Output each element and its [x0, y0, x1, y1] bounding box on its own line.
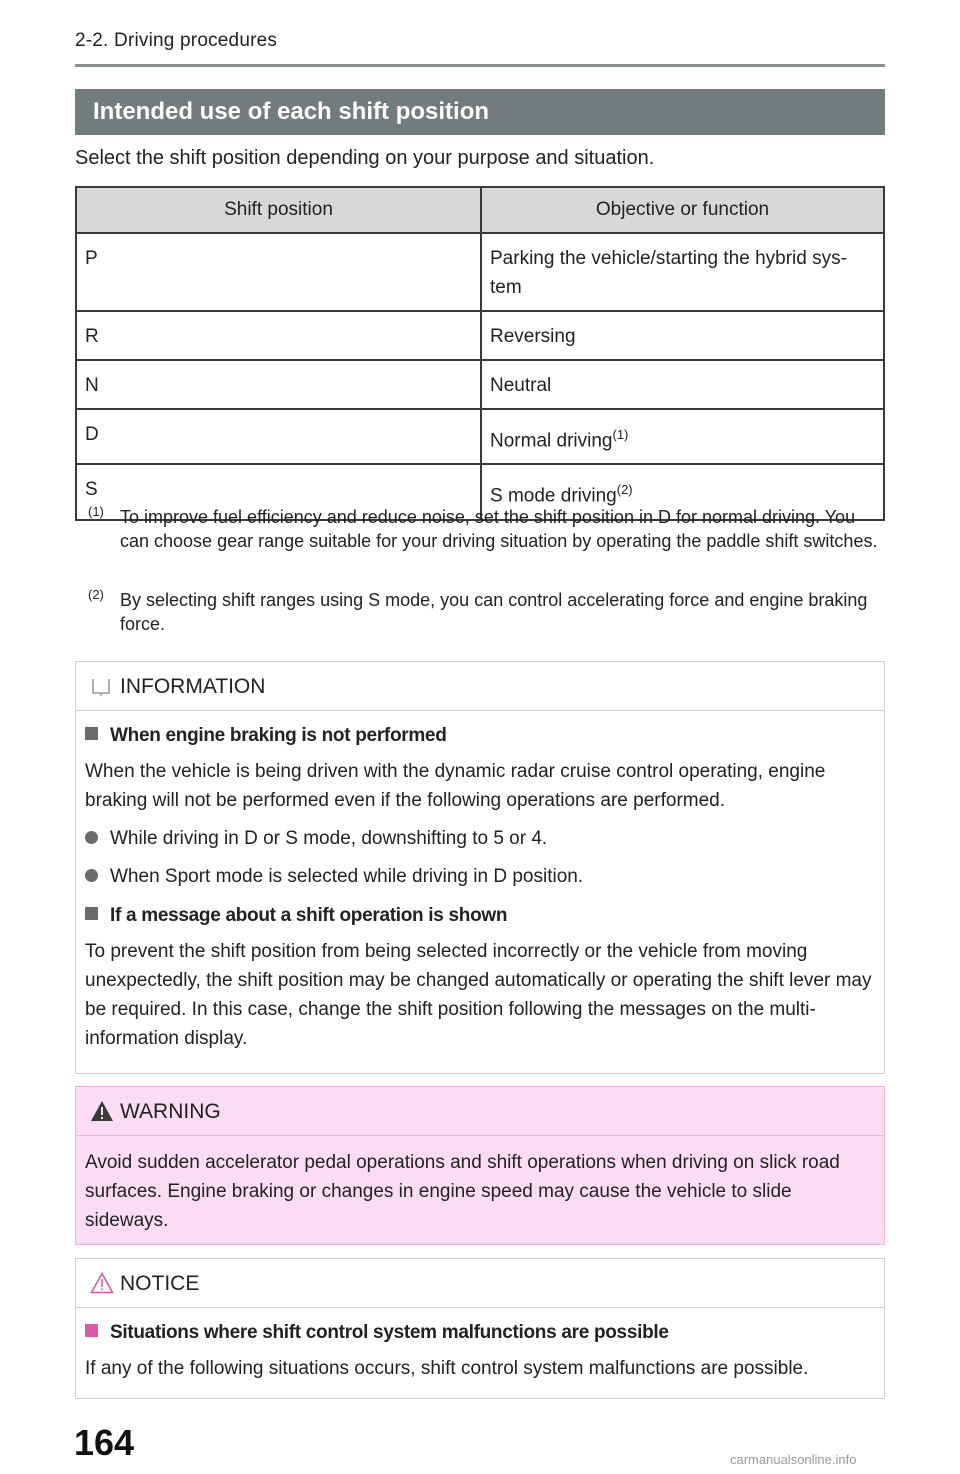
watermark: carmanualsonline.info: [730, 1452, 857, 1467]
column-header-shift-position: Shift position: [76, 187, 481, 233]
warning-text: Avoid sudden accelerator pedal operations and shift operations when driving on slick road surfaces. Engine braking or changes in engine speed may cause the vehicle to slide sideways.: [85, 1152, 840, 1231]
warning-header: [76, 1087, 884, 1136]
information-subheading-1: When engine braking is not performed: [85, 725, 872, 747]
footnote-1: [88, 505, 883, 553]
shift-position-table: [75, 186, 885, 521]
book-icon: [90, 677, 112, 703]
function-text-line2: tem: [490, 277, 522, 298]
shift-position-cell: S: [76, 464, 481, 519]
table-header-row: [76, 187, 884, 233]
square-bullet-icon: [85, 1324, 98, 1337]
table-row: [76, 311, 884, 360]
footnote-ref: (2): [616, 482, 633, 498]
header-divider: [75, 64, 885, 67]
list-item: When Sport mode is selected while driving in D position.: [85, 862, 872, 891]
shift-position-cell: R: [76, 311, 481, 360]
page-number: 164: [74, 1422, 135, 1463]
warning-box: [75, 1086, 885, 1245]
intro-text: Select the shift position depending on your purpose and situation.: [75, 147, 655, 169]
footnote-2: [88, 588, 883, 636]
footnote-mark: (1): [88, 504, 104, 519]
information-subheading-2: If a message about a shift operation is shown: [85, 905, 872, 927]
running-header: 2-2. Driving procedures: [75, 30, 278, 51]
circle-bullet-icon: [85, 831, 98, 844]
caution-triangle-icon: [90, 1272, 114, 1300]
shift-position-cell: D: [76, 409, 481, 464]
information-paragraph-2: To prevent the shift position from being selected incorrectly or the vehicle from moving unexpectedly, the shift position may be changed automatically or operating the shift lever may be required. In this case, change the shift position following the messages on the multi-information display.: [85, 941, 872, 1049]
information-label: INFORMATION: [120, 675, 266, 698]
warning-triangle-icon: [90, 1100, 114, 1128]
square-bullet-icon: [85, 727, 98, 740]
shift-position-cell: N: [76, 360, 481, 409]
information-paragraph-1: When the vehicle is being driven with the dynamic radar cruise control operating, engine braking will not be performed even if the following operations are performed.: [85, 761, 826, 811]
notice-header: [76, 1259, 884, 1308]
table-row: [76, 409, 884, 464]
notice-subheading: Situations where shift control system malfunctions are possible: [85, 1322, 872, 1344]
circle-bullet-icon: [85, 869, 98, 882]
warning-label: WARNING: [120, 1100, 221, 1123]
function-cell: Reversing: [481, 311, 884, 360]
notice-label: NOTICE: [120, 1272, 200, 1295]
notice-text: If any of the following situations occurs, shift control system malfunctions are possible.: [85, 1358, 809, 1379]
table-row: [76, 360, 884, 409]
information-box: [75, 661, 885, 1074]
footnote-text: By selecting shift ranges using S mode, you can control accelerating force and engine braking force.: [120, 590, 868, 634]
footnote-mark: (2): [88, 587, 104, 602]
notice-box: [75, 1258, 885, 1399]
function-cell: [481, 409, 884, 464]
information-header: [76, 662, 884, 711]
footnote-ref: (1): [612, 427, 629, 442]
function-text-line1: Parking the vehicle/starting the hybrid sys-: [490, 248, 847, 269]
function-cell: Neutral: [481, 360, 884, 409]
shift-position-cell: P: [76, 233, 481, 311]
section-title-bar: [75, 89, 885, 135]
function-text: S mode driving: [490, 485, 617, 507]
table-row: [76, 233, 884, 311]
column-header-objective: Objective or function: [481, 187, 884, 233]
footnote-text: To improve fuel efficiency and reduce noise, set the shift position in D for normal driving. You can choose gear range suitable for your driving situation by operating the paddle shift switches.: [120, 507, 878, 551]
function-cell: [481, 233, 884, 311]
section-title: Intended use of each shift position: [93, 98, 490, 125]
list-item: While driving in D or S mode, downshifting to 5 or 4.: [85, 824, 872, 853]
function-text: Normal driving: [490, 430, 613, 452]
square-bullet-icon: [85, 907, 98, 920]
